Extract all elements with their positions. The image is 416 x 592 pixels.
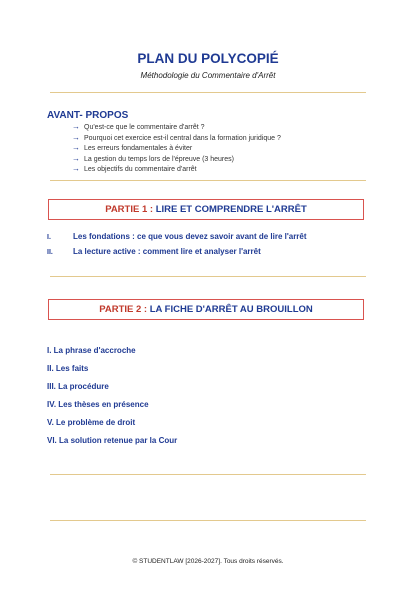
list-item	[72, 154, 281, 165]
arrow-right-icon: →	[72, 153, 80, 163]
page-title: PLAN DU POLYCOPIÉ	[137, 51, 279, 66]
avant-propos-heading: AVANT- PROPOS	[47, 110, 129, 121]
partie-2-item: VI. La solution retenue par la Cour	[47, 436, 178, 445]
partie-2-item: II. Les faits	[47, 364, 89, 373]
list-item-text: La gestion du temps lors de l'épreuve (3 heures)	[84, 155, 234, 163]
partie-2-item: V. Le problème de droit	[47, 418, 136, 427]
arrow-right-icon: →	[72, 132, 80, 142]
partie-1-item	[47, 247, 261, 256]
list-item-text: Qu'est-ce que le commentaire d'arrêt ?	[84, 124, 205, 131]
partie-2-box	[48, 299, 364, 320]
partie-1-number: PARTIE 1 :	[105, 204, 154, 215]
list-item-text: Pourquoi cet exercice est-il central dans la formation juridique ?	[84, 134, 281, 142]
divider-partie-1	[50, 276, 366, 277]
partie-2-number: PARTIE 2 :	[99, 304, 148, 315]
roman-numeral: I.	[47, 234, 51, 241]
arrow-right-icon: →	[72, 143, 80, 152]
divider-bottom	[50, 520, 366, 521]
divider-top	[50, 92, 366, 93]
partie-1-item	[47, 232, 307, 241]
list-item	[72, 143, 281, 154]
partie-1-item-text: La lecture active : comment lire et analyser l'arrêt	[73, 247, 261, 256]
page-subtitle: Méthodologie du Commentaire d'Arrêt	[140, 71, 276, 80]
list-item	[72, 122, 281, 133]
partie-2-item: I. La phrase d'accroche	[47, 346, 136, 355]
partie-2-item: III. La procédure	[47, 382, 109, 391]
partie-1-title: LIRE ET COMPRENDRE L'ARRÊT	[155, 204, 307, 215]
list-item-text: Les objectifs du commentaire d'arrêt	[84, 166, 197, 173]
list-item-text: Les erreurs fondamentales à éviter	[84, 145, 193, 152]
list-item	[72, 133, 281, 144]
avant-propos-list	[72, 122, 281, 175]
arrow-right-icon: →	[72, 164, 80, 173]
partie-1-box	[48, 199, 364, 220]
partie-2-item: IV. Les thèses en présence	[47, 400, 149, 409]
divider-avant-propos	[50, 180, 366, 181]
partie-2-title: LA FICHE D'ARRÊT AU BROUILLON	[149, 304, 313, 315]
divider-partie-2	[50, 474, 366, 475]
list-item	[72, 164, 281, 175]
partie-1-item-text: Les fondations : ce que vous devez savoir avant de lire l'arrêt	[73, 232, 307, 241]
roman-numeral: II.	[47, 249, 53, 256]
copyright-footer: © STUDENTLAW [2026-2027]. Tous droits réservés.	[132, 558, 284, 565]
arrow-right-icon: →	[72, 122, 80, 131]
